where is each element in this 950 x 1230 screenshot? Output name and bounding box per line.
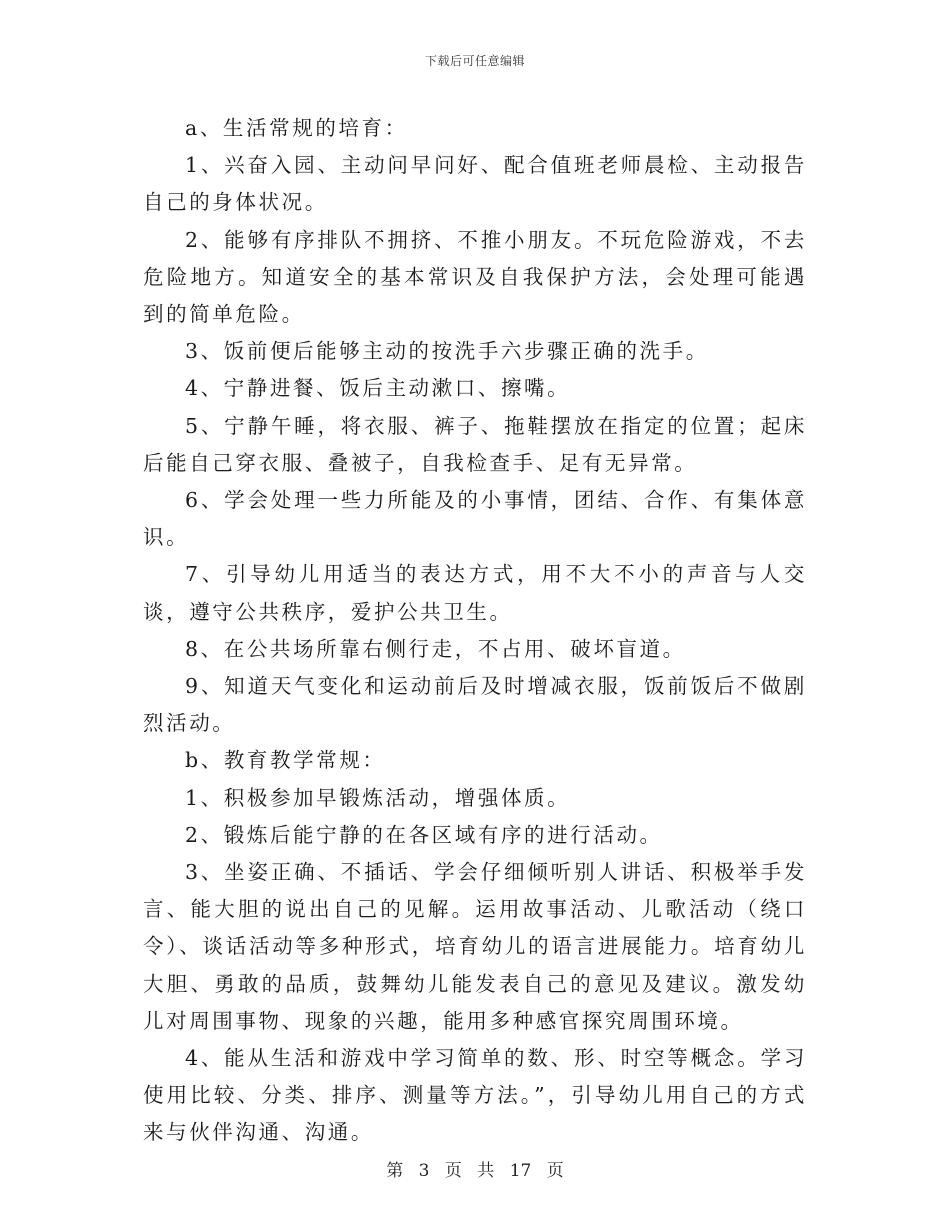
paragraph-b-item-2: 2、锻炼后能宁静的在各区域有序的进行活动。 <box>185 822 663 847</box>
paragraph-section-a-heading: a、生活常规的培育： <box>185 116 408 140</box>
paragraph-a-item-3: 3、饭前便后能够主动的按洗手六步骤正确的洗手。 <box>185 339 709 364</box>
footer-current-page: 3 <box>418 1161 430 1181</box>
paragraph-a-item-7: 7、引导幼儿用适当的表达方式，用不大不小的声音与人交谈，遵守公共秩序，爱护公共卫生。 <box>143 562 807 624</box>
paragraph-b-item-1: 1、积极参加早锻炼活动，增强体质。 <box>185 785 571 810</box>
footer-total-label: 共 <box>477 1161 495 1181</box>
footer-prefix: 第 <box>386 1161 404 1181</box>
footer-suffix: 页 <box>546 1161 564 1181</box>
paragraph-a-item-1: 1、兴奋入园、主动问早问好、配合值班老师晨检、主动报告自己的身体状况。 <box>143 153 807 215</box>
footer-total-pages: 17 <box>509 1161 532 1181</box>
header-text: 下载后可任意编辑 <box>424 54 525 68</box>
paragraph-a-item-8: 8、在公共场所靠右侧行走，不占用、破坏盲道。 <box>185 636 686 661</box>
paragraph-a-item-9: 9、知道天气变化和运动前后及时增减衣服，饭前饭后不做剧烈活动。 <box>143 674 807 736</box>
paragraph-a-item-2: 2、能够有序排队不拥挤、不推小朋友。不玩危险游戏，不去危险地方。知道安全的基本常识及自我保护方法，会处理可能遇到的简单危险。 <box>143 227 807 327</box>
paragraph-a-item-5: 5、宁静午睡，将衣服、裤子、拖鞋摆放在指定的位置；起床后能自己穿衣服、叠被子，自我检查手、足有无异常。 <box>143 413 807 475</box>
page-footer <box>0 1156 950 1181</box>
paragraph-b-item-4: 4、能从生活和游戏中学习简单的数、形、时空等概念。学习使用比较、分类、排序、测量等方法。”，引导幼儿用自己的方式来与伙伴沟通、沟通。 <box>143 1046 807 1145</box>
page-header <box>0 52 950 69</box>
paragraph-a-item-4: 4、宁静进餐、饭后主动漱口、擦嘴。 <box>185 376 571 401</box>
paragraph-section-b-heading: b、教育教学常规： <box>185 748 386 773</box>
paragraph-b-item-3: 3、坐姿正确、不插话、学会仔细倾听别人讲话、积极举手发言、能大胆的说出自己的见解。运用故事活动、儿歌活动（绕口令）、谈话活动等多种形式，培育幼儿的语言进展能力。培育幼儿大胆、勇敢的品质，鼓舞幼儿能发表自己的意见及建议。激发幼儿对周围事物、现象的兴趣，能用多种感官探究周围环境。 <box>143 860 807 1033</box>
document-body <box>143 110 807 1152</box>
footer-page-label: 页 <box>444 1161 462 1181</box>
paragraph-a-item-6: 6、学会处理一些力所能及的小事情，团结、合作、有集体意识。 <box>143 488 807 550</box>
